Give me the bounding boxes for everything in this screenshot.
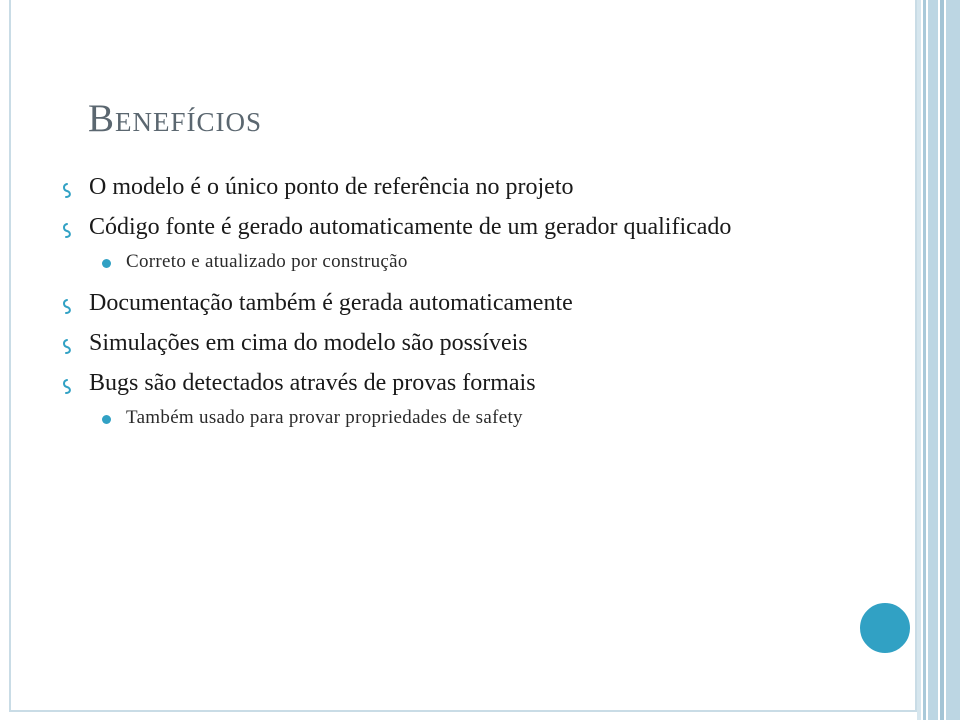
bullet-item [60,368,860,398]
stripe [940,0,944,720]
bullet-list [60,172,860,444]
bullet-text: O modelo é o único ponto de referência no projeto [89,174,574,200]
sub-bullet-dot-icon [102,259,111,268]
bullet-item [60,212,860,242]
bullet-icon [60,222,74,238]
bullet-item [60,328,860,358]
bullet-icon [60,298,74,314]
bullet-text: Simulações em cima do modelo são possíveis [89,330,528,356]
bullet-icon [60,182,74,198]
stripe [928,0,938,720]
bullet-text: Bugs são detectados através de provas formais [89,370,536,396]
sub-bullet-text: Correto e atualizado por construção [126,251,408,272]
bullet-item [60,288,860,318]
sub-bullet-text: Também usado para provar propriedades de safety [126,407,523,428]
bullet-icon [60,338,74,354]
stripe [946,0,960,720]
sub-bullet-dot-icon [102,415,111,424]
stripe [923,0,926,720]
decorative-circle [857,600,913,656]
side-stripes [917,0,960,720]
bullet-text: Código fonte é gerado automaticamente de um gerador qualificado [89,214,732,240]
sub-bullet-item [60,406,860,430]
stripe [917,0,921,720]
bullet-item [60,172,860,202]
sub-bullet-item [60,250,860,274]
bullet-text: Documentação também é gerada automaticamente [89,290,573,316]
bullet-icon [60,378,74,394]
slide-title: Benefícios [88,97,263,140]
